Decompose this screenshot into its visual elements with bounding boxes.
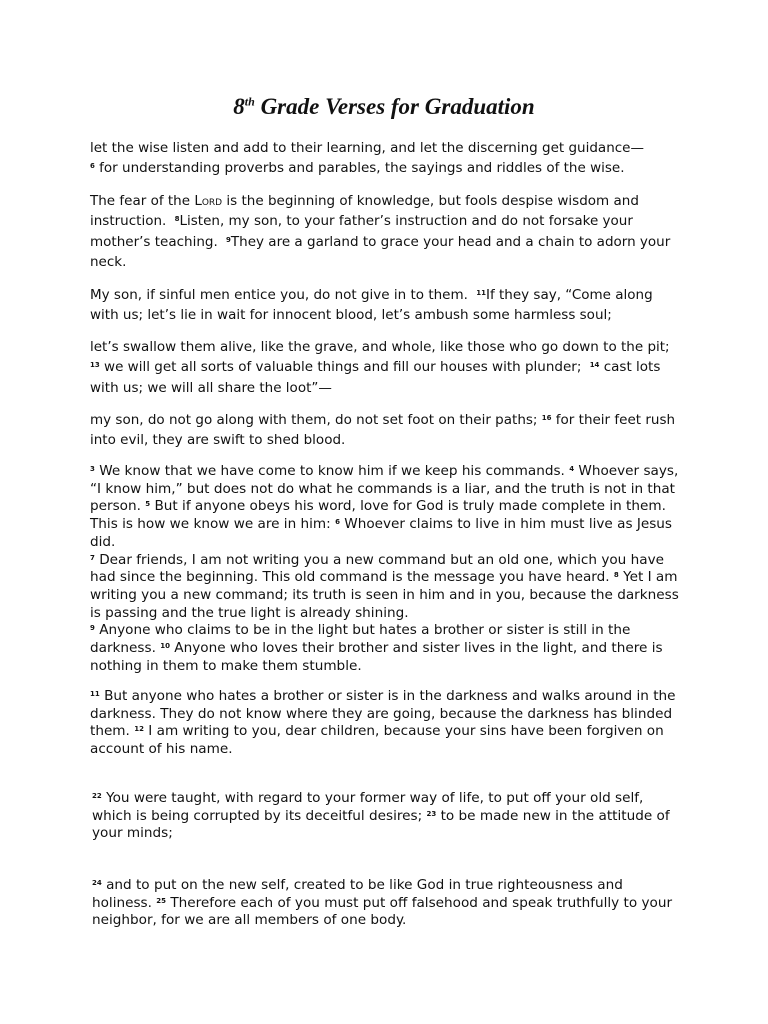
passage-6 [90, 463, 680, 552]
verse-number: 9 [90, 624, 95, 633]
passage-text: and to put on the new self, created to be like God in true righteousness and holiness. [92, 877, 623, 911]
passage-text: let the wise listen and add to their learning, and let the discerning get guidance— [90, 140, 644, 156]
passage-text: Therefore each of you must put off falsehood and speak truthfully to your neighbor, for we are all members of one body. [92, 894, 673, 929]
verse-number: 8 [613, 571, 619, 580]
verse-number: 24 [92, 879, 102, 887]
title-number: 8 [233, 94, 245, 119]
passage-text: But if anyone obeys his word, love for God is truly made complete in them. This is how we know we are in him: [90, 498, 666, 533]
passage-text: We know that we have come to know him if we keep his commands. [99, 463, 570, 479]
passage-text: Dear friends, I am not writing you a new command but an old one, which you have had since the beginning. This old command is the message you have heard. [90, 551, 664, 586]
title-text: Grade Verses for Graduation [254, 94, 535, 119]
verse-number: 3 [90, 465, 95, 473]
passage-text: cast lots with us; we will all share the loot”— [90, 359, 661, 396]
verse-number: 5 [145, 500, 151, 509]
passage-text: Anyone who claims to be in the light but hates a brother or sister is still in the darkness. [90, 622, 631, 657]
passage-text: You were taught, with regard to your former way of life, to put off your old self, which is being corrupted by its deceitful desires; [92, 790, 644, 824]
verse-number: 16 [541, 414, 552, 422]
lord-small-caps: Lord [194, 193, 223, 209]
verse-number: 4 [569, 465, 575, 473]
passage-text: to be made new in the attitude of your minds; [92, 807, 670, 842]
verse-number: 6 [90, 162, 95, 171]
passage-text: let’s swallow them alive, like the grave, and whole, like those who go down to the pit; [90, 339, 670, 355]
passage-text: for their feet rush into evil, they are swift to shed blood. [90, 412, 676, 449]
passage-4 [90, 337, 680, 398]
passage-11 [92, 877, 682, 930]
passage-text: The fear of the [90, 193, 195, 209]
passage-group-1-john [90, 463, 680, 675]
verse-number: 11 [476, 289, 486, 297]
verse-number: 8 [174, 215, 180, 224]
passage-9 [90, 688, 680, 759]
passage-text: I am writing to you, dear children, because your sins have been forgiven on account of his name. [90, 723, 664, 758]
verse-number: 6 [335, 518, 340, 527]
passage-7 [90, 552, 680, 623]
passage-text: Yet I am writing you a new command; its truth is seen in him and in you, because the darkness is passing and the true light is already shining. [90, 569, 679, 621]
passage-5 [90, 410, 680, 451]
passage-text: But anyone who hates a brother or sister is in the darkness and walks around in the darkness. They do not know where they are going, because the darkness has blinded them. [90, 688, 676, 740]
verse-number: 11 [90, 690, 100, 698]
passage-1 [90, 138, 680, 179]
verse-number: 12 [134, 725, 144, 734]
passage-text: is the beginning of knowledge, but fools despise wisdom and instruction. [90, 193, 639, 230]
verse-number: 13 [90, 361, 100, 370]
passage-text: Listen, my son, to your father’s instruction and do not forsake your mother’s teaching. [90, 213, 633, 250]
verse-number: 23 [426, 809, 437, 818]
passage-text: My son, if sinful men entice you, do not give in to them. [90, 287, 473, 303]
verse-number: 9 [226, 235, 231, 244]
page-title [0, 92, 768, 122]
passage-10 [92, 790, 682, 843]
passage-text: Anyone who loves their brother and sister lives in the light, and there is nothing in them to make them stumble. [90, 640, 663, 674]
verse-number: 22 [92, 792, 102, 800]
passage-2 [90, 191, 680, 272]
verse-number: 25 [156, 896, 167, 905]
verse-number: 7 [90, 553, 95, 562]
passage-text: They are a garland to grace your head and a chain to adorn your neck. [90, 233, 671, 270]
verse-number: 14 [589, 361, 600, 370]
passage-text: for understanding proverbs and parables, the sayings and riddles of the wise. [99, 160, 625, 177]
passage-text: my son, do not go along with them, do not set foot on their paths; [90, 412, 542, 428]
verse-number: 10 [160, 642, 170, 651]
passage-text: we will get all sorts of valuable things and fill our houses with plunder; [104, 359, 586, 376]
passage-text: Whoever claims to live in him must live as Jesus did. [90, 516, 673, 550]
passage-text: Whoever says, “I know him,” but does not do what he commands is a liar, and the truth is not in that person. [90, 463, 679, 515]
passage-8 [90, 622, 680, 675]
passage-text: If they say, “Come along with us; let’s lie in wait for innocent blood, let’s ambush some harmless soul; [90, 287, 653, 324]
passage-3 [90, 285, 680, 326]
title-ordinal-suffix: th [244, 94, 255, 109]
